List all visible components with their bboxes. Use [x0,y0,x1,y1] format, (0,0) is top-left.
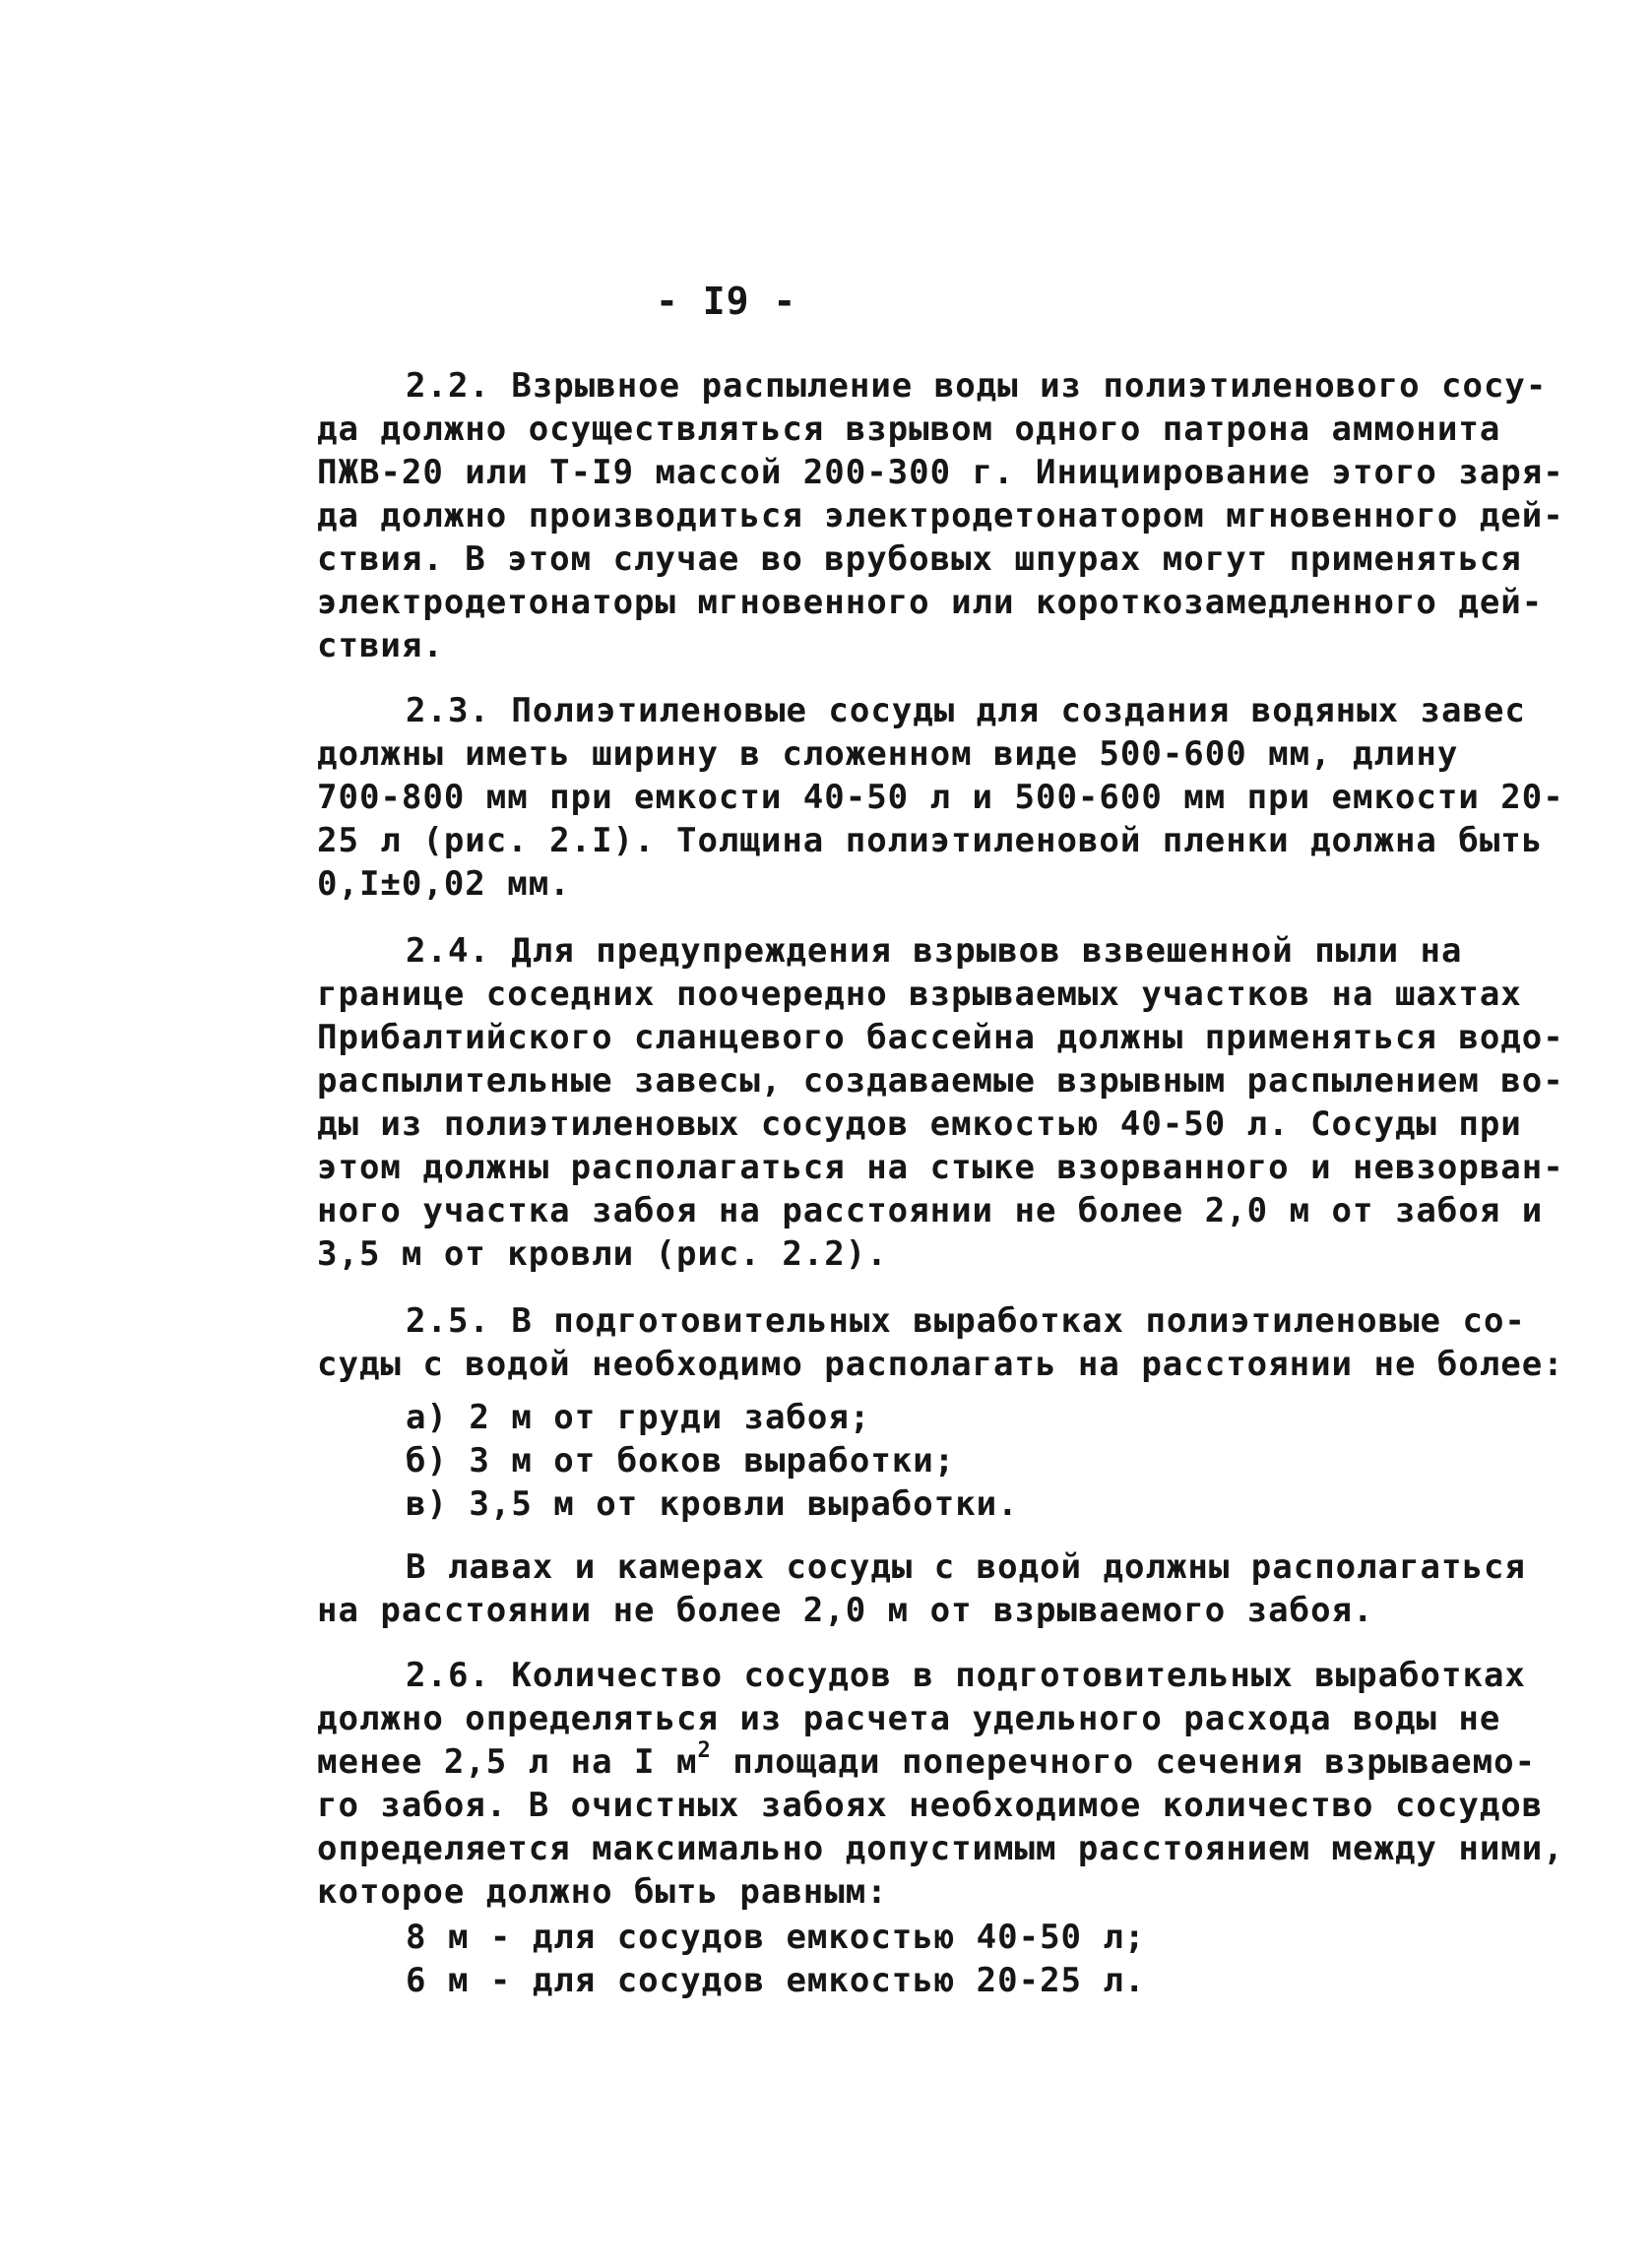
text-line: 700-800 мм при емкости 40-50 л и 500-600 мм при емкости 20- [317,778,1564,817]
text-line: должно определяться из расчета удельного расхода воды не [317,1699,1501,1738]
text-line: ного участка забоя на расстоянии не более 2,0 м от забоя и [317,1191,1544,1230]
text-line: границе соседних поочередно взрываемых участков на шахтах [317,975,1522,1014]
text-line: 3,5 м от кровли (рис. 2.2). [317,1234,888,1274]
text-line: ды из полиэтиленовых сосудов емкостью 40-50 л. Сосуды при [317,1104,1522,1144]
text-line: должны иметь ширину в сложенном виде 500-600 мм, длину [317,734,1459,774]
text-line: 0,I±0,02 мм. [317,864,571,904]
text-line: 2.3. Полиэтиленовые сосуды для создания водяных завес [406,691,1526,730]
list-item: 6 м - для сосудов емкостью 20-25 л. [406,1961,1146,2000]
text-line: которое должно быть равным: [317,1872,888,1912]
text-line: ПЖВ-20 или Т-I9 массой 200-300 г. Инициирование этого заря- [317,453,1564,492]
text-line: 2.5. В подготовительных выработках полиэтиленовые со- [406,1301,1526,1341]
list-item: 8 м - для сосудов емкостью 40-50 л; [406,1918,1146,1957]
text-line: 2.6. Количество сосудов в подготовительных выработках [406,1656,1526,1695]
text-line-with-superscript [317,1740,1536,1784]
text-run: площади поперечного сечения взрываемо- [711,1742,1537,1782]
text-line: 25 л (рис. 2.I). Толщина полиэтиленовой пленки должна быть [317,821,1544,860]
superscript: 2 [697,1738,712,1763]
text-line: электродетонаторы мгновенного или короткозамедленного дей- [317,583,1544,622]
text-line: да должно осуществляться взрывом одного патрона аммонита [317,410,1501,449]
text-line: да должно производиться электродетонатором мгновенного дей- [317,496,1564,536]
list-item: а) 2 м от груди забоя; [406,1398,871,1437]
text-line: ствия. [317,626,444,665]
list-item: в) 3,5 м от кровли выработки. [406,1484,1019,1524]
list-item: б) 3 м от боков выработки; [406,1441,956,1480]
text-line: этом должны располагаться на стыке взорванного и невзорван- [317,1148,1564,1187]
text-line: 2.4. Для предупреждения взрывов взвешенной пыли на [406,931,1463,971]
text-run: менее 2,5 л на I м [317,1742,698,1782]
text-line: го забоя. В очистных забоях необходимое количество сосудов [317,1786,1544,1825]
page-number: - I9 - [656,280,797,323]
text-line: определяется максимально допустимым расстоянием между ними, [317,1829,1564,1868]
text-line: распылительные завесы, создаваемые взрывным распылением во- [317,1061,1564,1101]
text-line: В лавах и камерах сосуды с водой должны располагаться [406,1547,1526,1587]
text-line: на расстоянии не более 2,0 м от взрываемого забоя. [317,1591,1374,1630]
text-line: ствия. В этом случае во врубовых шпурах могут применяться [317,539,1522,579]
text-line: суды с водой необходимо располагать на расстоянии не более: [317,1345,1564,1384]
text-line: Прибалтийского сланцевого бассейна должны применяться водо- [317,1018,1564,1057]
text-line: 2.2. Взрывное распыление воды из полиэтиленового сосу- [406,366,1548,406]
